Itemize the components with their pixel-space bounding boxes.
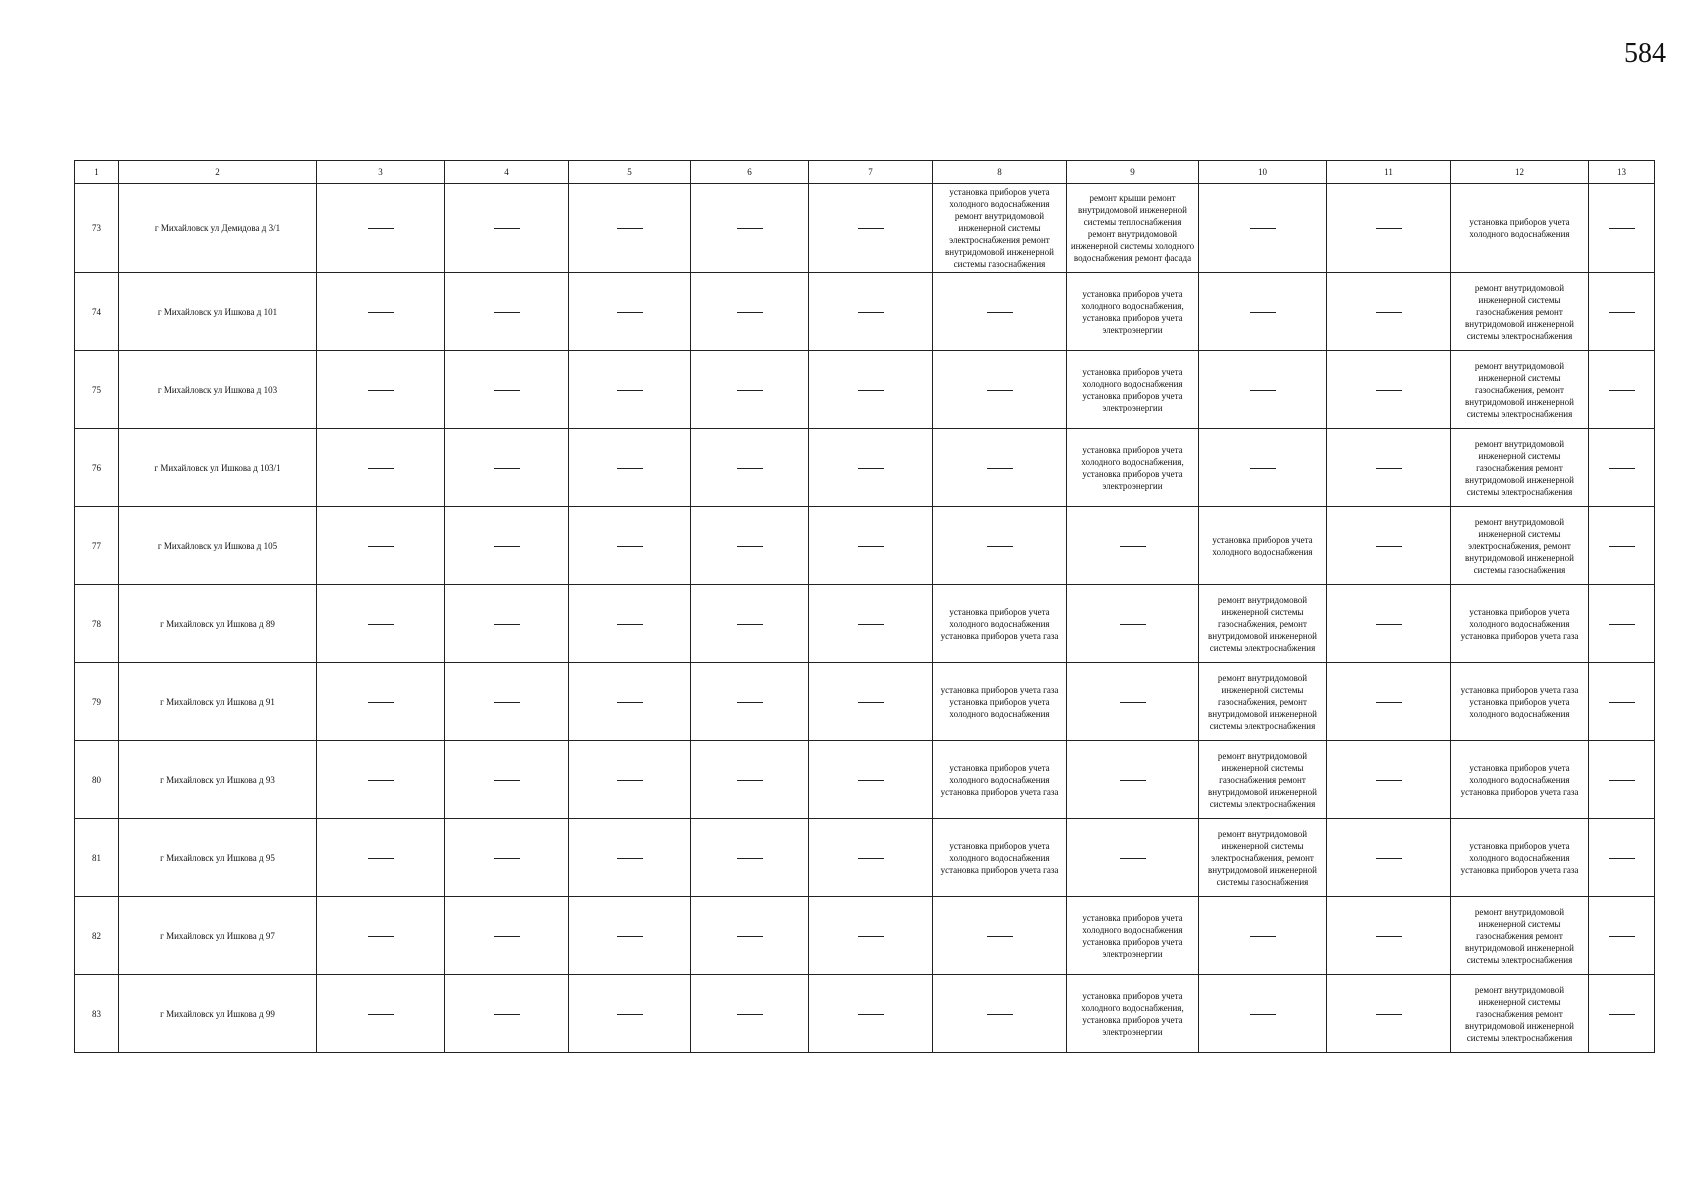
empty-cell-c10 bbox=[1199, 184, 1327, 273]
dash-mark bbox=[494, 624, 520, 625]
dash-mark bbox=[1120, 702, 1146, 703]
dash-mark bbox=[987, 390, 1013, 391]
table-row bbox=[75, 897, 1655, 975]
address-cell: г Михайловск ул Ишкова д 103 bbox=[119, 351, 317, 429]
dash-mark bbox=[858, 468, 884, 469]
empty-cell-c13 bbox=[1589, 273, 1655, 351]
empty-cell-c3 bbox=[317, 819, 445, 897]
column-header-4: 4 bbox=[445, 161, 569, 184]
column-header-6: 6 bbox=[691, 161, 809, 184]
dash-mark bbox=[858, 858, 884, 859]
dash-mark bbox=[617, 936, 643, 937]
table-row bbox=[75, 819, 1655, 897]
dash-mark bbox=[1609, 780, 1635, 781]
empty-cell-c7 bbox=[809, 184, 933, 273]
empty-cell-c8 bbox=[933, 273, 1067, 351]
empty-cell-c7 bbox=[809, 507, 933, 585]
table-row bbox=[75, 507, 1655, 585]
dash-mark bbox=[1609, 468, 1635, 469]
dash-mark bbox=[494, 390, 520, 391]
dash-mark bbox=[737, 312, 763, 313]
empty-cell-c5 bbox=[569, 819, 691, 897]
dash-mark bbox=[987, 546, 1013, 547]
empty-cell-c11 bbox=[1327, 819, 1451, 897]
dash-mark bbox=[1376, 624, 1402, 625]
column-header-7: 7 bbox=[809, 161, 933, 184]
empty-cell-c4 bbox=[445, 585, 569, 663]
empty-cell-c3 bbox=[317, 429, 445, 507]
dash-mark bbox=[617, 546, 643, 547]
work-cell-c9: установка приборов учета холодного водоснабжения, установка приборов учета электроэнергии bbox=[1067, 429, 1199, 507]
dash-mark bbox=[1609, 546, 1635, 547]
dash-mark bbox=[1250, 312, 1276, 313]
dash-mark bbox=[1609, 390, 1635, 391]
dash-mark bbox=[737, 546, 763, 547]
empty-cell-c6 bbox=[691, 429, 809, 507]
empty-cell-c7 bbox=[809, 351, 933, 429]
dash-mark bbox=[737, 228, 763, 229]
dash-mark bbox=[1376, 228, 1402, 229]
address-cell: г Михайловск ул Ишкова д 95 bbox=[119, 819, 317, 897]
empty-cell-c5 bbox=[569, 897, 691, 975]
address-cell: г Михайловск ул Ишкова д 89 bbox=[119, 585, 317, 663]
empty-cell-c3 bbox=[317, 741, 445, 819]
dash-mark bbox=[494, 546, 520, 547]
dash-mark bbox=[1376, 702, 1402, 703]
dash-mark bbox=[1376, 546, 1402, 547]
dash-mark bbox=[737, 780, 763, 781]
empty-cell-c3 bbox=[317, 663, 445, 741]
empty-cell-c10 bbox=[1199, 975, 1327, 1053]
dash-mark bbox=[617, 1014, 643, 1015]
dash-mark bbox=[368, 780, 394, 781]
empty-cell-c4 bbox=[445, 507, 569, 585]
table-row bbox=[75, 184, 1655, 273]
dash-mark bbox=[368, 390, 394, 391]
dash-mark bbox=[737, 624, 763, 625]
dash-mark bbox=[1376, 468, 1402, 469]
empty-cell-c7 bbox=[809, 897, 933, 975]
dash-mark bbox=[1376, 780, 1402, 781]
dash-mark bbox=[858, 624, 884, 625]
work-cell-c8: установка приборов учета холодного водоснабжения установка приборов учета газа bbox=[933, 819, 1067, 897]
empty-cell-c7 bbox=[809, 663, 933, 741]
dash-mark bbox=[617, 468, 643, 469]
dash-mark bbox=[494, 228, 520, 229]
dash-mark bbox=[858, 702, 884, 703]
dash-mark bbox=[1609, 702, 1635, 703]
dash-mark bbox=[858, 390, 884, 391]
dash-mark bbox=[737, 858, 763, 859]
empty-cell-c8 bbox=[933, 897, 1067, 975]
empty-cell-c9 bbox=[1067, 663, 1199, 741]
empty-cell-c7 bbox=[809, 273, 933, 351]
empty-cell-c5 bbox=[569, 663, 691, 741]
dash-mark bbox=[617, 312, 643, 313]
empty-cell-c5 bbox=[569, 429, 691, 507]
dash-mark bbox=[1376, 858, 1402, 859]
dash-mark bbox=[494, 858, 520, 859]
column-header-12: 12 bbox=[1451, 161, 1589, 184]
work-cell-c10: ремонт внутридомовой инженерной системы газоснабжения ремонт внутридомовой инженерной системы электроснабжения bbox=[1199, 741, 1327, 819]
address-cell: г Михайловск ул Ишкова д 93 bbox=[119, 741, 317, 819]
row-number: 79 bbox=[75, 663, 119, 741]
empty-cell-c6 bbox=[691, 507, 809, 585]
empty-cell-c8 bbox=[933, 429, 1067, 507]
empty-cell-c13 bbox=[1589, 897, 1655, 975]
dash-mark bbox=[1609, 228, 1635, 229]
empty-cell-c5 bbox=[569, 741, 691, 819]
empty-cell-c5 bbox=[569, 975, 691, 1053]
dash-mark bbox=[1250, 228, 1276, 229]
dash-mark bbox=[858, 1014, 884, 1015]
dash-mark bbox=[1376, 390, 1402, 391]
dash-mark bbox=[737, 390, 763, 391]
empty-cell-c3 bbox=[317, 351, 445, 429]
empty-cell-c4 bbox=[445, 975, 569, 1053]
table-row bbox=[75, 273, 1655, 351]
empty-cell-c6 bbox=[691, 585, 809, 663]
table-row bbox=[75, 585, 1655, 663]
dash-mark bbox=[737, 936, 763, 937]
empty-cell-c8 bbox=[933, 351, 1067, 429]
row-number: 81 bbox=[75, 819, 119, 897]
empty-cell-c5 bbox=[569, 273, 691, 351]
work-cell-c12: ремонт внутридомовой инженерной системы газоснабжения, ремонт внутридомовой инженерной системы электроснабжения bbox=[1451, 351, 1589, 429]
empty-cell-c11 bbox=[1327, 975, 1451, 1053]
dash-mark bbox=[494, 936, 520, 937]
dash-mark bbox=[737, 468, 763, 469]
empty-cell-c4 bbox=[445, 429, 569, 507]
empty-cell-c4 bbox=[445, 273, 569, 351]
work-cell-c10: ремонт внутридомовой инженерной системы газоснабжения, ремонт внутридомовой инженерной системы электроснабжения bbox=[1199, 585, 1327, 663]
work-cell-c9: установка приборов учета холодного водоснабжения установка приборов учета электроэнергии bbox=[1067, 351, 1199, 429]
work-cell-c12: установка приборов учета холодного водоснабжения установка приборов учета газа bbox=[1451, 741, 1589, 819]
dash-mark bbox=[737, 702, 763, 703]
dash-mark bbox=[858, 780, 884, 781]
empty-cell-c11 bbox=[1327, 663, 1451, 741]
empty-cell-c13 bbox=[1589, 351, 1655, 429]
row-number: 74 bbox=[75, 273, 119, 351]
work-cell-c12: установка приборов учета газа установка приборов учета холодного водоснабжения bbox=[1451, 663, 1589, 741]
dash-mark bbox=[1376, 936, 1402, 937]
column-header-5: 5 bbox=[569, 161, 691, 184]
empty-cell-c6 bbox=[691, 975, 809, 1053]
table-row bbox=[75, 663, 1655, 741]
empty-cell-c11 bbox=[1327, 273, 1451, 351]
dash-mark bbox=[368, 546, 394, 547]
work-cell-c12: ремонт внутридомовой инженерной системы газоснабжения ремонт внутридомовой инженерной системы электроснабжения bbox=[1451, 429, 1589, 507]
empty-cell-c4 bbox=[445, 741, 569, 819]
dash-mark bbox=[617, 702, 643, 703]
dash-mark bbox=[737, 1014, 763, 1015]
dash-mark bbox=[494, 702, 520, 703]
dash-mark bbox=[368, 858, 394, 859]
dash-mark bbox=[617, 624, 643, 625]
empty-cell-c8 bbox=[933, 975, 1067, 1053]
dash-mark bbox=[858, 312, 884, 313]
work-cell-c12: установка приборов учета холодного водоснабжения bbox=[1451, 184, 1589, 273]
dash-mark bbox=[1120, 624, 1146, 625]
empty-cell-c13 bbox=[1589, 663, 1655, 741]
table-row bbox=[75, 975, 1655, 1053]
dash-mark bbox=[617, 390, 643, 391]
work-cell-c9: установка приборов учета холодного водоснабжения установка приборов учета электроэнергии bbox=[1067, 897, 1199, 975]
empty-cell-c11 bbox=[1327, 351, 1451, 429]
empty-cell-c10 bbox=[1199, 429, 1327, 507]
dash-mark bbox=[368, 702, 394, 703]
address-cell: г Михайловск ул Ишкова д 101 bbox=[119, 273, 317, 351]
dash-mark bbox=[1376, 312, 1402, 313]
work-cell-c10: ремонт внутридомовой инженерной системы электроснабжения, ремонт внутридомовой инженерной системы газоснабжения bbox=[1199, 819, 1327, 897]
dash-mark bbox=[1250, 936, 1276, 937]
row-number: 73 bbox=[75, 184, 119, 273]
empty-cell-c11 bbox=[1327, 507, 1451, 585]
dash-mark bbox=[858, 936, 884, 937]
empty-cell-c3 bbox=[317, 184, 445, 273]
table-row bbox=[75, 741, 1655, 819]
dash-mark bbox=[1609, 312, 1635, 313]
row-number: 78 bbox=[75, 585, 119, 663]
work-cell-c12: ремонт внутридомовой инженерной системы электроснабжения, ремонт внутридомовой инженерной системы газоснабжения bbox=[1451, 507, 1589, 585]
empty-cell-c5 bbox=[569, 184, 691, 273]
empty-cell-c13 bbox=[1589, 819, 1655, 897]
empty-cell-c10 bbox=[1199, 273, 1327, 351]
empty-cell-c13 bbox=[1589, 184, 1655, 273]
dash-mark bbox=[494, 468, 520, 469]
column-header-11: 11 bbox=[1327, 161, 1451, 184]
dash-mark bbox=[1120, 858, 1146, 859]
table-row bbox=[75, 351, 1655, 429]
empty-cell-c7 bbox=[809, 585, 933, 663]
empty-cell-c6 bbox=[691, 819, 809, 897]
address-cell: г Михайловск ул Ишкова д 105 bbox=[119, 507, 317, 585]
address-cell: г Михайловск ул Ишкова д 97 bbox=[119, 897, 317, 975]
empty-cell-c13 bbox=[1589, 429, 1655, 507]
empty-cell-c11 bbox=[1327, 184, 1451, 273]
empty-cell-c4 bbox=[445, 663, 569, 741]
empty-cell-c10 bbox=[1199, 897, 1327, 975]
row-number: 77 bbox=[75, 507, 119, 585]
row-number: 83 bbox=[75, 975, 119, 1053]
work-cell-c8: установка приборов учета холодного водоснабжения установка приборов учета газа bbox=[933, 585, 1067, 663]
dash-mark bbox=[368, 468, 394, 469]
empty-cell-c10 bbox=[1199, 351, 1327, 429]
dash-mark bbox=[494, 312, 520, 313]
column-header-1: 1 bbox=[75, 161, 119, 184]
row-number: 75 bbox=[75, 351, 119, 429]
column-header-10: 10 bbox=[1199, 161, 1327, 184]
dash-mark bbox=[1609, 936, 1635, 937]
empty-cell-c5 bbox=[569, 507, 691, 585]
address-cell: г Михайловск ул Ишкова д 99 bbox=[119, 975, 317, 1053]
address-cell: г Михайловск ул Демидова д 3/1 bbox=[119, 184, 317, 273]
work-cell-c8: установка приборов учета газа установка приборов учета холодного водоснабжения bbox=[933, 663, 1067, 741]
dash-mark bbox=[1120, 780, 1146, 781]
empty-cell-c7 bbox=[809, 741, 933, 819]
dash-mark bbox=[617, 780, 643, 781]
empty-cell-c6 bbox=[691, 273, 809, 351]
dash-mark bbox=[1609, 1014, 1635, 1015]
work-cell-c8: установка приборов учета холодного водоснабжения установка приборов учета газа bbox=[933, 741, 1067, 819]
dash-mark bbox=[858, 546, 884, 547]
empty-cell-c6 bbox=[691, 897, 809, 975]
dash-mark bbox=[987, 312, 1013, 313]
work-cell-c8: установка приборов учета холодного водоснабжения ремонт внутридомовой инженерной системы электроснабжения ремонт внутридомовой инженерной системы газоснабжения bbox=[933, 184, 1067, 273]
column-header-13: 13 bbox=[1589, 161, 1655, 184]
dash-mark bbox=[1609, 858, 1635, 859]
empty-cell-c13 bbox=[1589, 507, 1655, 585]
empty-cell-c8 bbox=[933, 507, 1067, 585]
empty-cell-c3 bbox=[317, 975, 445, 1053]
page-number: 584 bbox=[1624, 38, 1666, 69]
dash-mark bbox=[987, 936, 1013, 937]
dash-mark bbox=[368, 624, 394, 625]
empty-cell-c4 bbox=[445, 819, 569, 897]
work-cell-c9: ремонт крыши ремонт внутридомовой инженерной системы теплоснабжения ремонт внутридомовой инженерной системы холодного водоснабжения ремонт фасада bbox=[1067, 184, 1199, 273]
column-header-9: 9 bbox=[1067, 161, 1199, 184]
work-cell-c10: ремонт внутридомовой инженерной системы газоснабжения, ремонт внутридомовой инженерной системы электроснабжения bbox=[1199, 663, 1327, 741]
empty-cell-c5 bbox=[569, 351, 691, 429]
dash-mark bbox=[1609, 624, 1635, 625]
empty-cell-c4 bbox=[445, 184, 569, 273]
work-cell-c12: ремонт внутридомовой инженерной системы газоснабжения ремонт внутридомовой инженерной системы электроснабжения bbox=[1451, 975, 1589, 1053]
row-number: 76 bbox=[75, 429, 119, 507]
row-number: 80 bbox=[75, 741, 119, 819]
empty-cell-c11 bbox=[1327, 429, 1451, 507]
dash-mark bbox=[987, 1014, 1013, 1015]
empty-cell-c4 bbox=[445, 897, 569, 975]
empty-cell-c13 bbox=[1589, 585, 1655, 663]
column-header-2: 2 bbox=[119, 161, 317, 184]
table-row bbox=[75, 429, 1655, 507]
header-row bbox=[75, 161, 1655, 184]
row-number: 82 bbox=[75, 897, 119, 975]
empty-cell-c3 bbox=[317, 585, 445, 663]
dash-mark bbox=[368, 312, 394, 313]
register-table bbox=[74, 160, 1655, 1053]
dash-mark bbox=[368, 936, 394, 937]
work-cell-c10: установка приборов учета холодного водоснабжения bbox=[1199, 507, 1327, 585]
dash-mark bbox=[858, 228, 884, 229]
work-cell-c12: установка приборов учета холодного водоснабжения установка приборов учета газа bbox=[1451, 585, 1589, 663]
empty-cell-c3 bbox=[317, 507, 445, 585]
empty-cell-c11 bbox=[1327, 585, 1451, 663]
empty-cell-c11 bbox=[1327, 897, 1451, 975]
dash-mark bbox=[1120, 546, 1146, 547]
address-cell: г Михайловск ул Ишкова д 91 bbox=[119, 663, 317, 741]
work-cell-c12: ремонт внутридомовой инженерной системы газоснабжения ремонт внутридомовой инженерной системы электроснабжения bbox=[1451, 273, 1589, 351]
dash-mark bbox=[1250, 1014, 1276, 1015]
table-body bbox=[75, 184, 1655, 1053]
empty-cell-c13 bbox=[1589, 975, 1655, 1053]
dash-mark bbox=[987, 468, 1013, 469]
empty-cell-c9 bbox=[1067, 585, 1199, 663]
empty-cell-c13 bbox=[1589, 741, 1655, 819]
empty-cell-c7 bbox=[809, 429, 933, 507]
empty-cell-c7 bbox=[809, 819, 933, 897]
empty-cell-c9 bbox=[1067, 507, 1199, 585]
empty-cell-c3 bbox=[317, 897, 445, 975]
dash-mark bbox=[1250, 390, 1276, 391]
empty-cell-c9 bbox=[1067, 741, 1199, 819]
empty-cell-c5 bbox=[569, 585, 691, 663]
dash-mark bbox=[617, 858, 643, 859]
empty-cell-c4 bbox=[445, 351, 569, 429]
address-cell: г Михайловск ул Ишкова д 103/1 bbox=[119, 429, 317, 507]
dash-mark bbox=[494, 780, 520, 781]
work-cell-c9: установка приборов учета холодного водоснабжения, установка приборов учета электроэнергии bbox=[1067, 975, 1199, 1053]
dash-mark bbox=[368, 1014, 394, 1015]
dash-mark bbox=[617, 228, 643, 229]
work-cell-c12: ремонт внутридомовой инженерной системы газоснабжения ремонт внутридомовой инженерной системы электроснабжения bbox=[1451, 897, 1589, 975]
work-cell-c9: установка приборов учета холодного водоснабжения, установка приборов учета электроэнергии bbox=[1067, 273, 1199, 351]
column-header-3: 3 bbox=[317, 161, 445, 184]
dash-mark bbox=[1376, 1014, 1402, 1015]
empty-cell-c3 bbox=[317, 273, 445, 351]
empty-cell-c6 bbox=[691, 741, 809, 819]
empty-cell-c7 bbox=[809, 975, 933, 1053]
empty-cell-c9 bbox=[1067, 819, 1199, 897]
dash-mark bbox=[494, 1014, 520, 1015]
dash-mark bbox=[368, 228, 394, 229]
empty-cell-c6 bbox=[691, 663, 809, 741]
dash-mark bbox=[1250, 468, 1276, 469]
work-cell-c12: установка приборов учета холодного водоснабжения установка приборов учета газа bbox=[1451, 819, 1589, 897]
empty-cell-c6 bbox=[691, 184, 809, 273]
empty-cell-c6 bbox=[691, 351, 809, 429]
column-header-8: 8 bbox=[933, 161, 1067, 184]
empty-cell-c11 bbox=[1327, 741, 1451, 819]
